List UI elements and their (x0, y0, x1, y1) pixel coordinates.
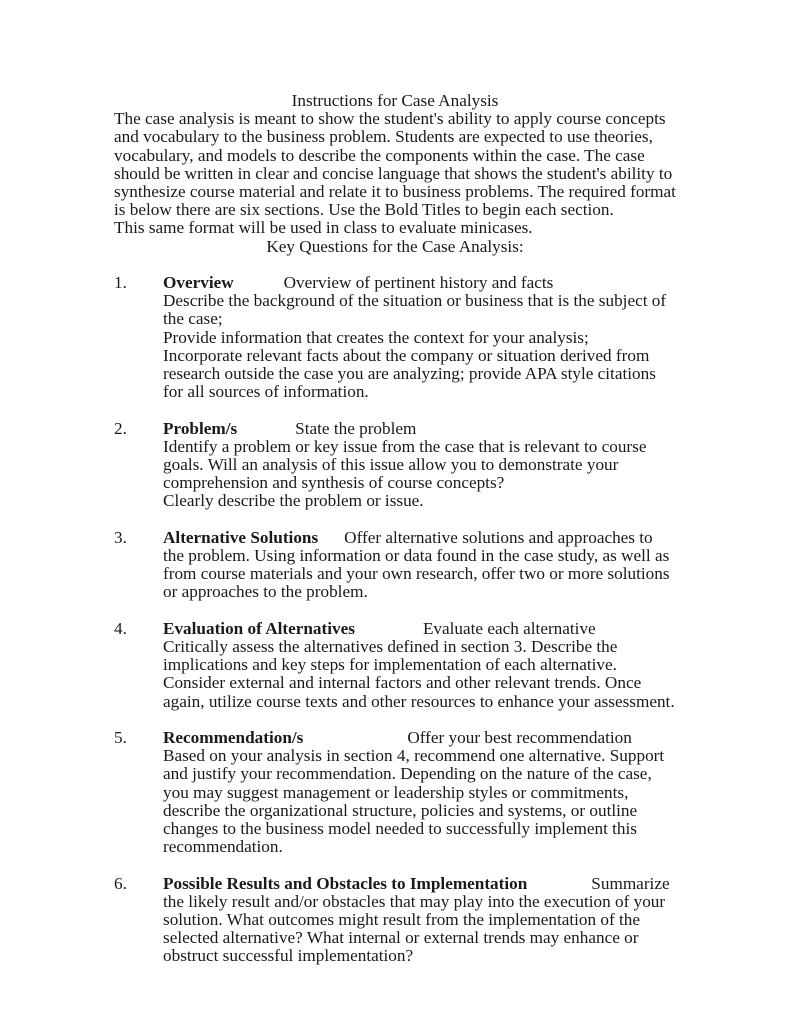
section-heading-line (163, 529, 676, 602)
format-note: This same format will be used in class to evaluate minicases. (114, 218, 533, 238)
section-heading-line (163, 620, 676, 638)
section-item (114, 529, 676, 602)
section-heading: Evaluation of Alternatives (163, 618, 355, 638)
section-number: 3. (114, 527, 127, 547)
section-heading-line (163, 729, 676, 747)
section-heading: Possible Results and Obstacles to Implementation (163, 873, 528, 893)
section-heading-tail: Offer alternative solutions and approaches to the problem. Using information or data found in the case study, as well as from course materials and your own research, offer two or more solutions or approaches to the problem. (163, 527, 670, 602)
section-item (114, 729, 676, 856)
section-heading: Problem/s (163, 418, 238, 438)
section-number: 5. (114, 728, 127, 748)
document-subtitle: Key Questions for the Case Analysis: (266, 236, 524, 256)
section-heading-tail: Offer your best recommendation (407, 728, 632, 748)
section-item (114, 274, 676, 401)
document-title: Instructions for Case Analysis (291, 91, 499, 110)
section-item (114, 420, 676, 511)
section-body-line: Clearly describe the problem or issue. (163, 491, 424, 511)
section-heading-tail: State the problem (295, 418, 417, 438)
document-content (114, 92, 676, 966)
section-heading: Overview (163, 273, 234, 293)
section-body-line: Incorporate relevant facts about the company or situation derived from research outside the case you are analyzing; provide APA style citations for all sources of information. (163, 345, 656, 402)
section-body-line: Critically assess the alternatives defined in section 3. Describe the implications and key steps for implementation of each alternative. Consider external and internal factors and other relevant trends. Once again, utilize course texts and other resources to enhance your assessment. (163, 637, 675, 711)
section-heading-line (163, 274, 676, 292)
section-number: 4. (114, 618, 127, 638)
section-heading-tail: Overview of pertinent history and facts (283, 273, 554, 293)
section-body-line: Identify a problem or key issue from the case that is relevant to course goals. Will an analysis of this issue allow you to demonstrate your comprehension and synthesis of course concepts? (163, 436, 647, 493)
sections-list (114, 274, 676, 966)
section-number: 2. (114, 418, 127, 438)
section-body-line: Based on your analysis in section 4, recommend one alternative. Support and justify your recommendation. Depending on the nature of the case, you may suggest management or leadership styles or commitments, describe the organizational structure, policies and systems, or outline changes to the business model needed to successfully implement this recommendation. (163, 746, 665, 857)
intro-paragraph: The case analysis is meant to show the student's ability to apply course concepts and vocabulary to the business problem. Students are expected to use theories, vocabulary, and models to describe the components within the case. The case should be written in clear and concise language that shows the student's ability to synthesize course material and relate it to business problems. The required format is below there are six sections. Use the Bold Titles to begin each section. (114, 109, 676, 220)
section-item (114, 875, 676, 966)
section-heading: Alternative Solutions (163, 527, 319, 547)
section-heading-tail: Evaluate each alternative (422, 618, 596, 638)
section-number: 1. (114, 273, 127, 293)
section-body-line: Describe the background of the situation or business that is the subject of the case; (163, 291, 667, 329)
section-body-line: Provide information that creates the context for your analysis; (163, 327, 589, 347)
section-number: 6. (114, 873, 127, 893)
section-heading-line (163, 420, 676, 438)
section-heading-line (163, 875, 676, 966)
section-heading: Recommendation/s (163, 728, 304, 748)
section-heading-tail: Summarize the likely result and/or obstacles that may play into the execution of your solution. What outcomes might result from the implementation of the selected alternative? What internal or external trends may enhance or obstruct successful implementation? (163, 873, 670, 966)
section-item (114, 620, 676, 711)
